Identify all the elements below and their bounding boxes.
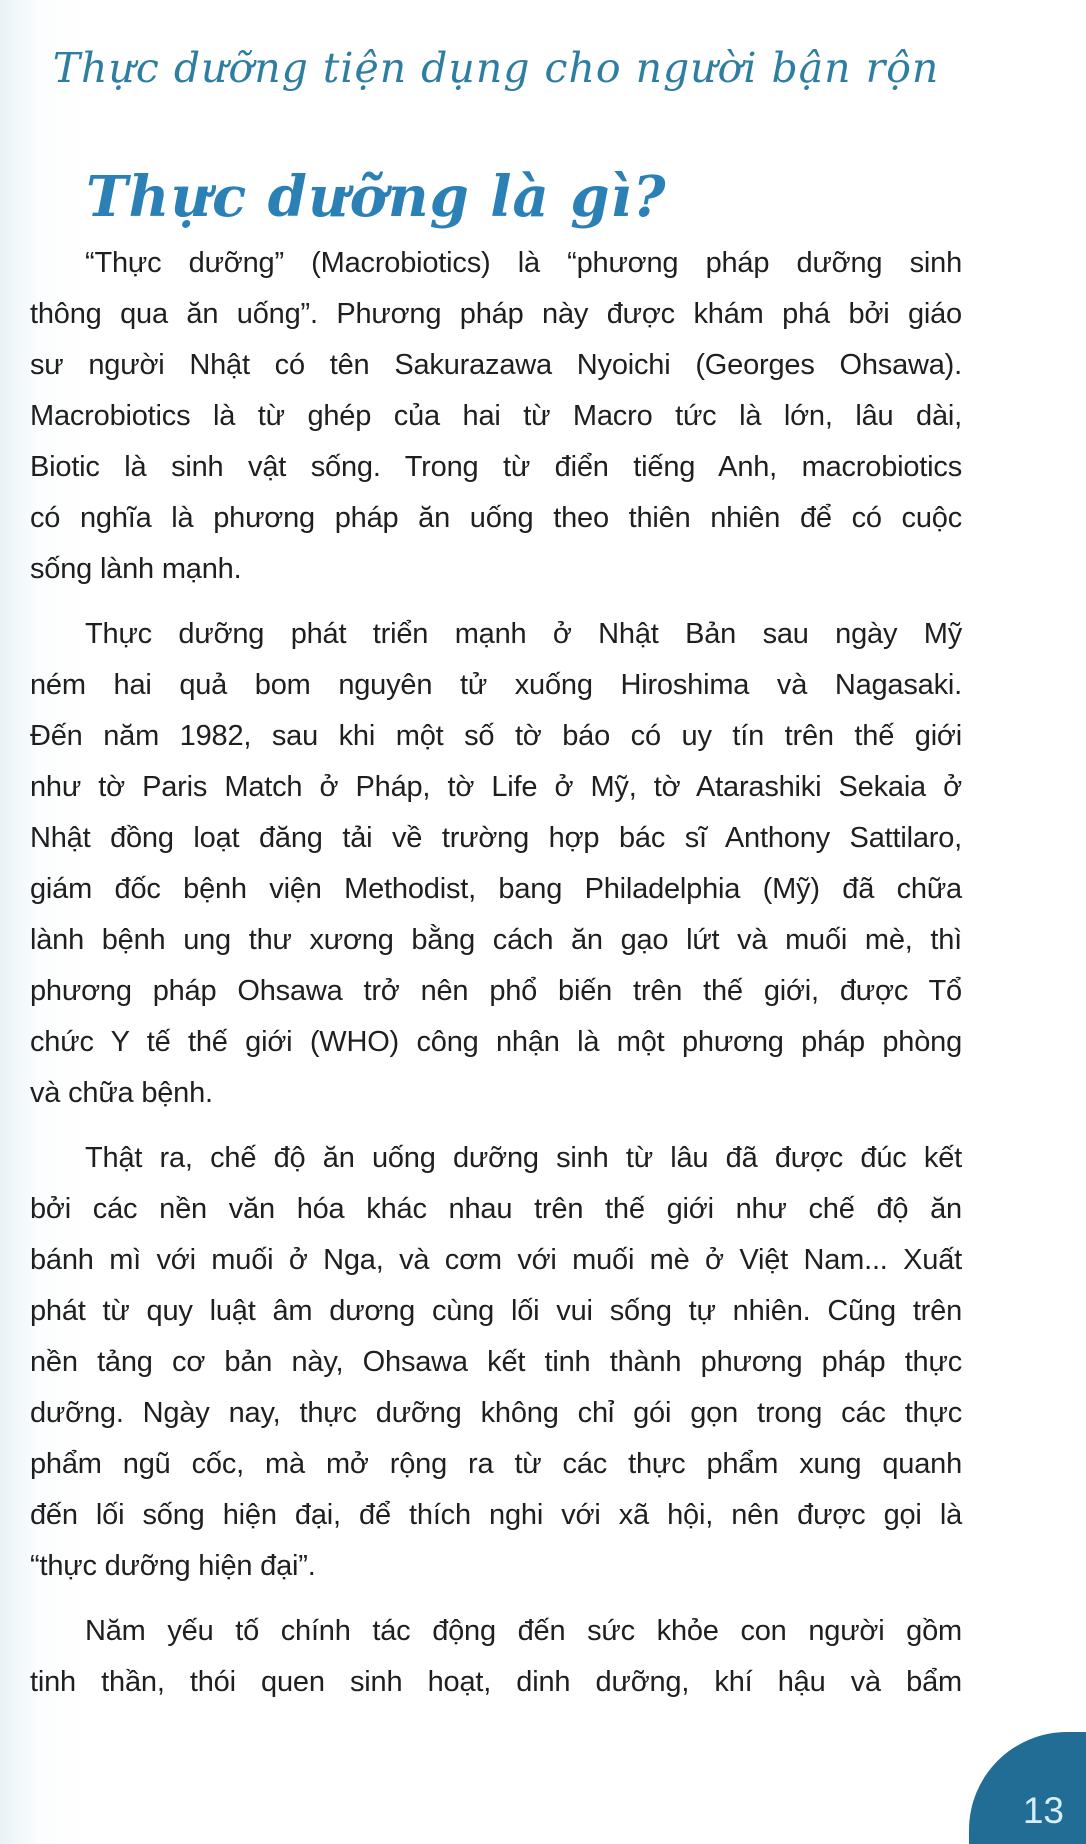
text-line: có nghĩa là phương pháp ăn uống theo thiên nhiên để có cuộc <box>30 502 962 534</box>
text-line: phương pháp Ohsawa trở nên phổ biến trên thế giới, được Tổ <box>30 975 962 1007</box>
text-line: Thật ra, chế độ ăn uống dưỡng sinh từ lâu đã được đúc kết <box>85 1142 962 1174</box>
text-line: giám đốc bệnh viện Methodist, bang Philadelphia (Mỹ) đã chữa <box>30 873 962 905</box>
text-line: phẩm ngũ cốc, mà mở rộng ra từ các thực phẩm xung quanh <box>30 1448 962 1480</box>
text-line: chức Y tế thế giới (WHO) công nhận là một phương pháp phòng <box>30 1026 962 1058</box>
text-line: dưỡng. Ngày nay, thực dưỡng không chỉ gói gọn trong các thực <box>30 1397 962 1429</box>
text-line: lành bệnh ung thư xương bằng cách ăn gạo lứt và muối mè, thì <box>30 924 962 956</box>
page-number: 13 <box>1022 1790 1064 1831</box>
text-line: Nhật đồng loạt đăng tải về trường hợp bác sĩ Anthony Sattilaro, <box>30 822 962 854</box>
section-heading: Thực dưỡng là gì? <box>86 163 667 230</box>
body-paragraph <box>30 1133 962 1592</box>
text-line: và chữa bệnh. <box>30 1077 213 1109</box>
body-copy <box>30 238 962 1722</box>
text-line: như tờ Paris Match ở Pháp, tờ Life ở Mỹ, tờ Atarashiki Sekaia ở <box>30 771 962 803</box>
text-line: đến lối sống hiện đại, để thích nghi với xã hội, nên được gọi là <box>30 1499 962 1531</box>
text-line: Đến năm 1982, sau khi một số tờ báo có uy tín trên thế giới <box>30 720 962 752</box>
body-paragraph <box>30 609 962 1119</box>
text-line: “thực dưỡng hiện đại”. <box>30 1550 316 1582</box>
text-line: “Thực dưỡng” (Macrobiotics) là “phương pháp dưỡng sinh <box>85 247 962 279</box>
text-line: Biotic là sinh vật sống. Trong từ điển tiếng Anh, macrobiotics <box>30 451 962 483</box>
text-line: ném hai quả bom nguyên tử xuống Hiroshima và Nagasaki. <box>30 669 962 701</box>
text-line: sống lành mạnh. <box>30 553 242 585</box>
text-line: bánh mì với muối ở Nga, và cơm với muối mè ở Việt Nam... Xuất <box>30 1244 962 1276</box>
text-line: sư người Nhật có tên Sakurazawa Nyoichi (Georges Ohsawa). <box>30 349 962 381</box>
text-line: Thực dưỡng phát triển mạnh ở Nhật Bản sau ngày Mỹ <box>85 618 962 650</box>
body-paragraph <box>30 238 962 595</box>
text-line: Macrobiotics là từ ghép của hai từ Macro tức là lớn, lâu dài, <box>30 400 962 432</box>
text-line: phát từ quy luật âm dương cùng lối vui sống tự nhiên. Cũng trên <box>30 1295 962 1327</box>
running-header: Thực dưỡng tiện dụng cho người bận rộn <box>52 44 940 92</box>
text-line: bởi các nền văn hóa khác nhau trên thế giới như chế độ ăn <box>30 1193 962 1225</box>
body-paragraph <box>30 1606 962 1708</box>
text-line: thông qua ăn uống”. Phương pháp này được khám phá bởi giáo <box>30 298 962 330</box>
text-line: tinh thần, thói quen sinh hoạt, dinh dưỡng, khí hậu và bẩm <box>30 1666 962 1698</box>
paragraph-container <box>30 238 962 1708</box>
text-line: Năm yếu tố chính tác động đến sức khỏe con người gồm <box>85 1615 962 1647</box>
text-line: nền tảng cơ bản này, Ohsawa kết tinh thành phương pháp thực <box>30 1346 962 1378</box>
